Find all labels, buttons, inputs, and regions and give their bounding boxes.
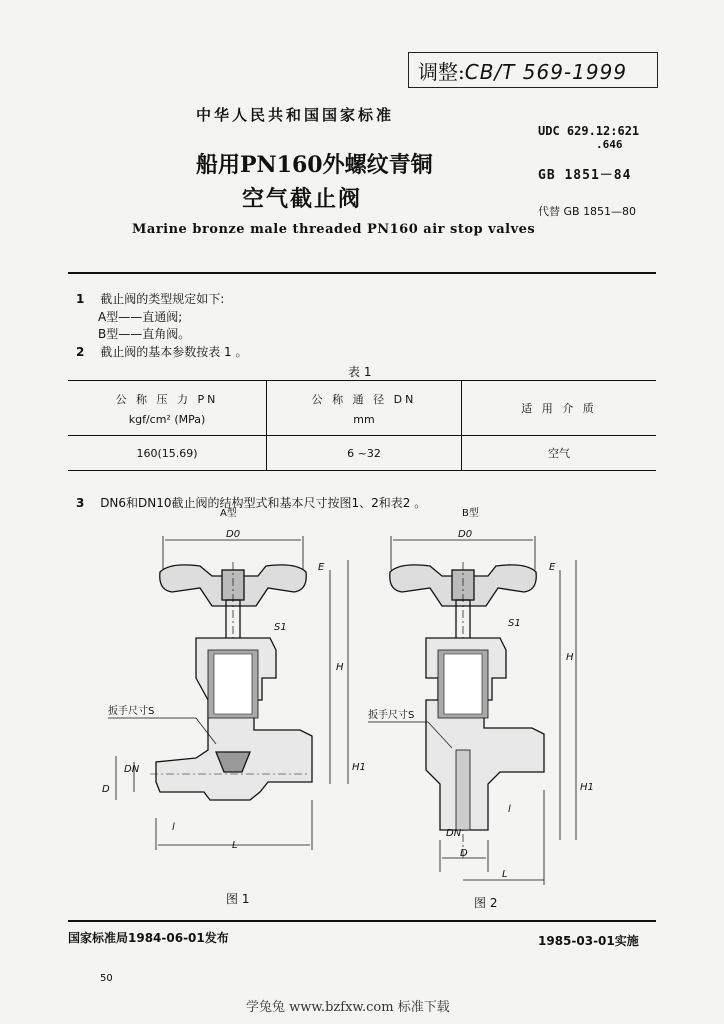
stamp-handwritten-code: CB/T 569-1999 <box>464 60 628 84</box>
udc-code: UDC 629.12:621 <box>538 124 640 138</box>
table-1-caption: 表 1 <box>348 365 372 379</box>
country-standard-heading: 中华人民共和国国家标准 <box>196 106 395 124</box>
figure-1-drawing <box>108 536 348 850</box>
header-diameter <box>267 381 462 436</box>
replaces-note: 代替 GB 1851—80 <box>538 205 637 218</box>
cell-diameter: 6 ~32 <box>267 436 462 471</box>
figure-1-caption: 图 1 <box>226 892 250 906</box>
dim-h1-a: H1 <box>352 762 366 773</box>
table-header-row <box>68 381 656 436</box>
fig-a-type-label: A型 <box>220 508 237 519</box>
dim-e-b: E <box>549 562 556 573</box>
clause-3-number: 3 <box>76 496 85 510</box>
dim-dn-a: DN <box>124 764 140 775</box>
dim-h-a: H <box>336 662 344 673</box>
header-diameter-line2: mm <box>353 412 375 426</box>
figure-2-caption: 图 2 <box>474 896 498 910</box>
dim-d-b: D <box>460 848 468 859</box>
clause-3-text: DN6和DN10截止阀的结构型式和基本尺寸按图1、2和表2 。 <box>100 496 427 510</box>
dim-l-big-b: L <box>502 869 508 880</box>
site-watermark: 学兔兔 www.bzfxw.com 标准下载 <box>246 1000 450 1015</box>
dim-e-a: E <box>318 562 325 573</box>
wrench-label-a: 扳手尺寸S <box>108 706 155 717</box>
english-title: Marine bronze male threaded PN160 air stop valves <box>132 222 536 237</box>
issued-date: 国家标准局1984-06-01发布 <box>68 931 229 945</box>
dim-d0-b: D0 <box>458 529 473 540</box>
clause-1-type-b: B型——直角阀。 <box>98 327 191 341</box>
header-diameter-line1: 公 称 通 径 DN <box>311 392 417 406</box>
table-row <box>68 436 656 471</box>
effective-date: 1985-03-01实施 <box>538 934 639 948</box>
cell-pressure: 160(15.69) <box>68 436 267 471</box>
dim-h1-b: H1 <box>580 782 594 793</box>
dim-l-small-a: l <box>172 822 175 833</box>
clause-2-number: 2 <box>76 345 85 359</box>
header-pressure <box>68 381 267 436</box>
header-pressure-line2: kgf/cm² (MPa) <box>128 412 206 426</box>
table-1 <box>68 380 656 471</box>
adjustment-stamp <box>418 56 627 85</box>
header-divider <box>68 272 656 274</box>
dim-l-big-a: L <box>232 840 238 851</box>
header-medium: 适 用 介 质 <box>462 381 657 436</box>
valve-drawings <box>0 500 724 920</box>
dim-s1-b: S1 <box>508 618 521 629</box>
dim-s1-a: S1 <box>274 622 287 633</box>
clause-2-text: 截止阀的基本参数按表 1 。 <box>100 345 248 359</box>
dim-h-b: H <box>566 652 574 663</box>
dim-l-small-b: l <box>508 804 511 815</box>
footer-divider <box>68 920 656 922</box>
title-line-1: 船用PN160外螺纹青铜 <box>196 152 433 178</box>
dim-dn-b: DN <box>446 828 462 839</box>
clause-1-number: 1 <box>76 292 85 306</box>
udc-code-continued: .646 <box>596 138 623 151</box>
clause-1-text: 截止阀的类型规定如下: <box>100 292 225 306</box>
fig-b-type-label: B型 <box>462 508 479 519</box>
wrench-label-b: 扳手尺寸S <box>368 710 415 721</box>
gb-code: GB 1851－84 <box>538 168 632 183</box>
header-pressure-line1: 公 称 压 力 PN <box>115 392 219 406</box>
clause-1 <box>76 290 224 307</box>
clause-2 <box>76 343 247 360</box>
stamp-prefix: 调整: <box>418 60 465 84</box>
dim-d-a: D <box>102 784 110 795</box>
title-line-2: 空气截止阀 <box>242 186 363 212</box>
dim-d0-a: D0 <box>226 529 241 540</box>
cell-medium: 空气 <box>462 436 657 471</box>
page-number: 50 <box>100 973 113 984</box>
clause-1-type-a: A型——直通阀; <box>98 310 183 324</box>
